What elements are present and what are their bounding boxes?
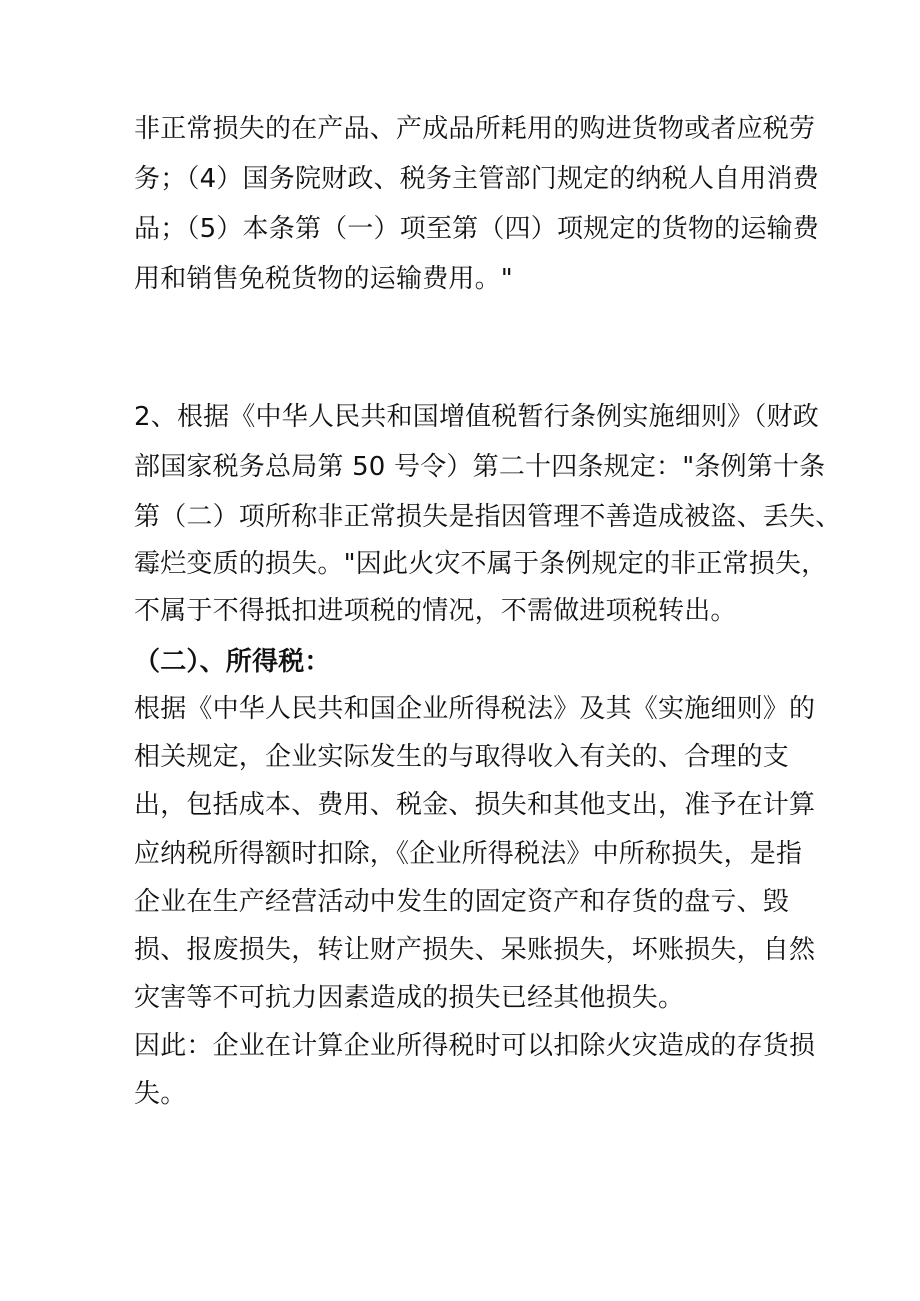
- paragraph-1-line-1: 非正常损失的在产品、产成品所耗用的购进货物或者应税劳: [134, 114, 816, 144]
- paragraph-2-line-3: 第（二）项所称非正常损失是指因管理不善造成被盗、丢失、: [134, 502, 842, 532]
- paragraph-3-line-2: 相关规定，企业实际发生的与取得收入有关的、合理的支: [134, 742, 790, 772]
- paragraph-4-line-2: 失。: [134, 1079, 187, 1109]
- paragraph-1-line-4: 用和销售免税货物的运输费用。": [134, 264, 513, 294]
- paragraph-1-line-2: 务；（4）国务院财政、税务主管部门规定的纳税人自用消费: [134, 164, 819, 194]
- paragraph-3-line-4: 应纳税所得额时扣除，《企业所得税法》中所称损失，是指: [134, 839, 803, 869]
- paragraph-3-line-1: 根据《中华人民共和国企业所得税法》及其《实施细则》的: [134, 694, 816, 724]
- paragraph-3-line-5: 企业在生产经营活动中发生的固定资产和存货的盘亏、毁: [134, 887, 790, 917]
- paragraph-4-line-1: 因此：企业在计算企业所得税时可以扣除火灾造成的存货损: [134, 1031, 816, 1061]
- section-heading: （二）、所得税：: [134, 647, 331, 677]
- paragraph-3-line-6: 损、报废损失，转让财产损失、呆账损失，坏账损失，自然: [134, 935, 816, 965]
- paragraph-3-line-3: 出，包括成本、费用、税金、损失和其他支出，准予在计算: [134, 790, 816, 820]
- paragraph-2-line-1: 2、根据《中华人民共和国增值税暂行条例实施细则》（财政: [134, 402, 819, 432]
- paragraph-2-line-4: 霉烂变质的损失。"因此火灾不属于条例规定的非正常损失，: [134, 549, 828, 579]
- paragraph-3-line-7: 灾害等不可抗力因素造成的损失已经其他损失。: [134, 983, 685, 1013]
- paragraph-1-line-3: 品；（5）本条第（一）项至第（四）项规定的货物的运输费: [134, 214, 819, 244]
- paragraph-2-line-2: 部国家税务总局第 50 号令）第二十四条规定："条例第十条: [134, 452, 826, 482]
- paragraph-2-line-5: 不属于不得抵扣进项税的情况，不需做进项税转出。: [134, 596, 737, 626]
